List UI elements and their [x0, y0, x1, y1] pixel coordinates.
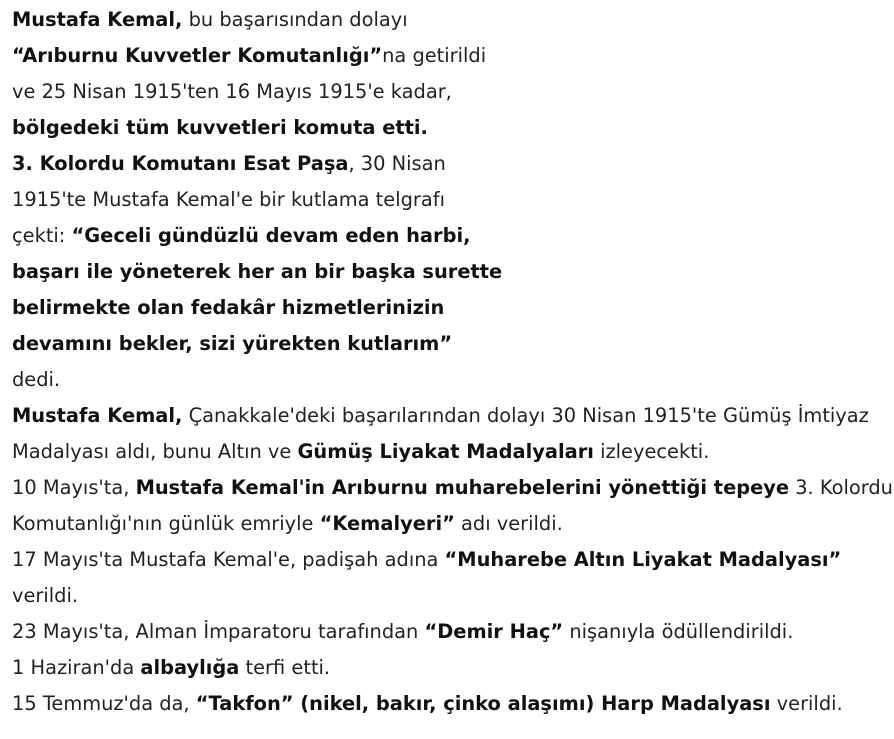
text-segment: na getirildi [382, 44, 487, 67]
document-text [12, 2, 893, 722]
text-segment: Madalyası aldı, bunu Altın ve [12, 440, 298, 463]
text-segment: verildi. [770, 692, 843, 715]
text-segment: dedi. [12, 368, 61, 391]
bold-text-segment: “Kemalyeri” [319, 512, 455, 535]
bold-text-segment: “Takfon” (nikel, bakır, çinko alaşımı) Harp Madalyası [195, 692, 771, 715]
text-segment: 10 Mayıs'ta, [12, 476, 136, 499]
bold-text-segment: bölgedeki tüm kuvvetleri komuta etti. [12, 116, 428, 139]
text-line [12, 362, 888, 398]
bold-text-segment: Mustafa Kemal, [12, 404, 183, 427]
bold-text-segment: “Geceli gündüzlü devam eden harbi, [71, 224, 471, 247]
text-segment: Çanakkale'deki başarılarından dolayı 30 Nisan 1915'te Gümüş İmtiyaz [182, 404, 869, 427]
text-line [12, 182, 888, 218]
text-line [12, 578, 888, 614]
text-line [12, 38, 888, 74]
text-line [12, 686, 888, 722]
bold-text-segment: belirmekte olan fedakâr hizmetlerinizin [12, 296, 445, 319]
text-line [12, 290, 888, 326]
text-segment: 1 Haziran'da [12, 656, 141, 679]
text-line [12, 254, 888, 290]
text-line [12, 326, 888, 362]
bold-text-segment: “Muharebe Altın Liyakat Madalyası” [444, 548, 842, 571]
text-line [12, 434, 888, 470]
text-segment: 3. Kolordu [789, 476, 893, 499]
text-line [12, 398, 888, 434]
text-segment: çekti: [12, 224, 72, 247]
bold-text-segment: başarı ile yöneterek her an bir başka surette [12, 260, 503, 283]
text-segment: , 30 Nisan [348, 152, 446, 175]
text-segment: Komutanlığı'nın günlük emriyle [12, 512, 320, 535]
bold-text-segment: Mustafa Kemal'in Arıburnu muharebelerini yönettiği tepeye [135, 476, 790, 499]
text-segment: nişanıyla ödüllendirildi. [563, 620, 794, 643]
text-line [12, 650, 888, 686]
text-line [12, 146, 888, 182]
text-line [12, 506, 888, 542]
text-line [12, 218, 888, 254]
text-segment: adı verildi. [454, 512, 563, 535]
text-line [12, 470, 893, 506]
text-segment: izleyecekti. [593, 440, 710, 463]
bold-text-segment: albaylığa [140, 656, 240, 679]
text-segment: 23 Mayıs'ta, Alman İmparatoru tarafından [12, 620, 425, 643]
bold-text-segment: “Arıburnu Kuvvetler Komutanlığı” [12, 44, 383, 67]
text-line [12, 542, 888, 578]
text-segment: verildi. [12, 584, 79, 607]
bold-text-segment: Mustafa Kemal, [12, 8, 183, 31]
text-line [12, 614, 888, 650]
text-segment: ve 25 Nisan 1915'ten 16 Mayıs 1915'e kadar, [12, 80, 452, 103]
text-segment: 15 Temmuz'da da, [12, 692, 196, 715]
text-segment: bu başarısından dolayı [182, 8, 408, 31]
bold-text-segment: “Demir Haç” [424, 620, 564, 643]
text-line [12, 74, 888, 110]
text-segment: terfi etti. [239, 656, 331, 679]
text-line [12, 110, 888, 146]
text-line [12, 2, 888, 38]
bold-text-segment: 3. Kolordu Komutanı Esat Paşa [12, 152, 349, 175]
bold-text-segment: Gümüş Liyakat Madalyaları [297, 440, 594, 463]
text-segment: 1915'te Mustafa Kemal'e bir kutlama telgrafı [12, 188, 445, 211]
bold-text-segment: devamını bekler, sizi yürekten kutlarım” [12, 332, 453, 355]
text-segment: 17 Mayıs'ta Mustafa Kemal'e, padişah adına [12, 548, 445, 571]
